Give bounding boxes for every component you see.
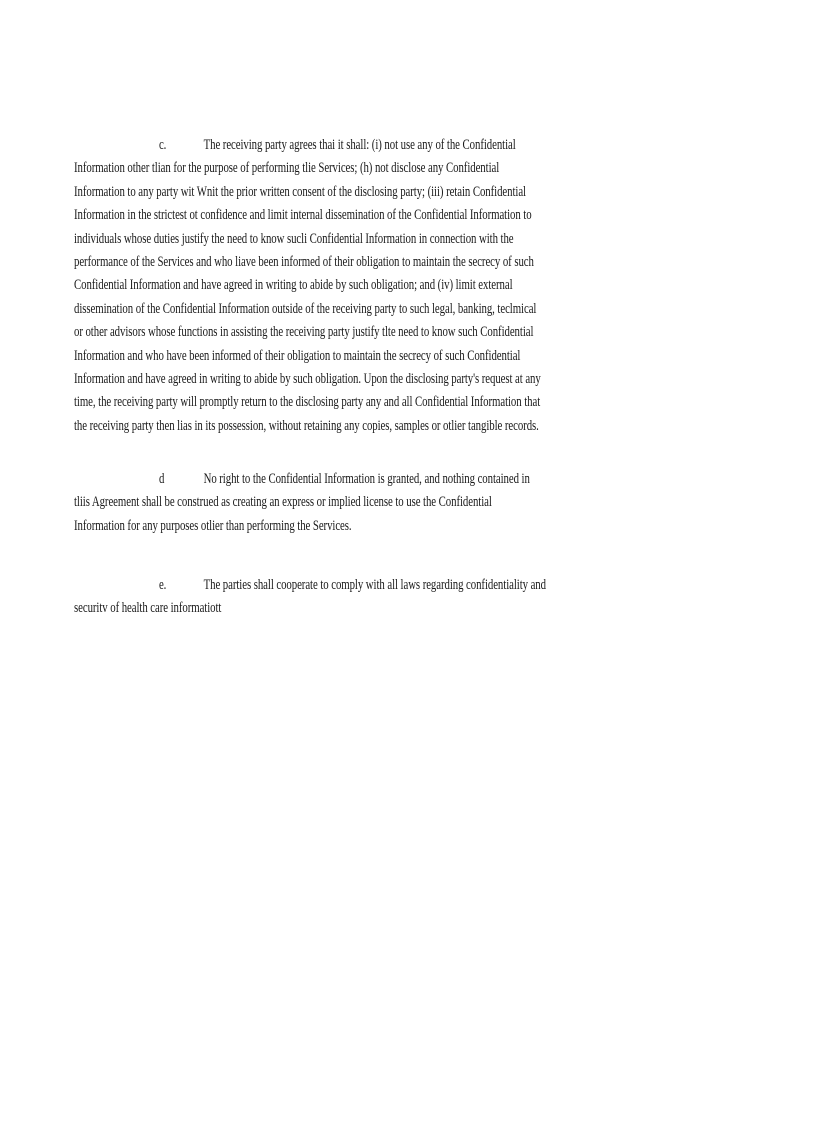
paragraph-line: Confidential Information and have agreed in writing to abide by such obligation; and (iv) limit external [74, 277, 513, 294]
paragraph-marker: c. [158, 137, 167, 153]
paragraph-line: time, the receiving party will promptly return to the disclosing party any and all Confidential Information that [74, 394, 541, 411]
paragraph-text: The parties shall cooperate to comply with all laws regarding confidentiality and [203, 577, 546, 593]
paragraph-e [74, 574, 634, 621]
paragraph-line: securitv of health care informatiott [74, 600, 222, 617]
paragraph-line: or other advisors whose functions in assisting the receiving party justify tlte need to know such Confidential [74, 324, 534, 341]
paragraph-line: Information and have agreed in writing to abide by such obligation. Upon the disclosing party's request at any [74, 370, 541, 387]
paragraph-c [74, 134, 634, 438]
paragraph-line [74, 574, 546, 597]
paragraph-line: Information and who have been informed of their obligation to maintain the secrecy of such Confidential [74, 347, 521, 364]
paragraph-marker: e. [158, 577, 167, 593]
paragraph-line: tliis Agreement shall be construed as creating an express or implied license to use the Confidential [74, 494, 492, 511]
paragraph-text: The receiving party agrees thai it shall: (i) not use any of the Confidential [203, 137, 516, 153]
paragraph-line: Information to any party wit Wnit the prior written consent of the disclosing party; (iii) retain Confidential [74, 183, 526, 200]
paragraph-d [74, 468, 634, 538]
paragraph-line [74, 134, 516, 157]
paragraph-marker: d [158, 471, 165, 487]
paragraph-line: dissemination of the Confidential Information outside of the receiving party to such legal, banking, teclmical [74, 300, 537, 317]
paragraph-text: No right to the Confidential Information is granted, and nothing contained in [203, 471, 530, 487]
paragraph-line [74, 468, 530, 491]
paragraph-line: Information for any purposes otlier than performing the Services. [74, 517, 352, 534]
paragraph-line: performance of the Services and who liave been informed of their obligation to maintain the secrecy of such [74, 253, 534, 270]
paragraph-line: individuals whose duties justify the need to know sucli Confidential Information in connection with the [74, 230, 514, 247]
paragraph-line: Information in the strictest ot confidence and limit internal dissemination of the Confidential Information to [74, 207, 532, 224]
paragraph-line: Information other tlian for the purpose of performing tlie Services; (h) not disclose any Confidential [74, 160, 500, 177]
paragraph-line: the receiving party then lias in its possession, without retaining any copies, samples or otlier tangible records. [74, 417, 539, 434]
